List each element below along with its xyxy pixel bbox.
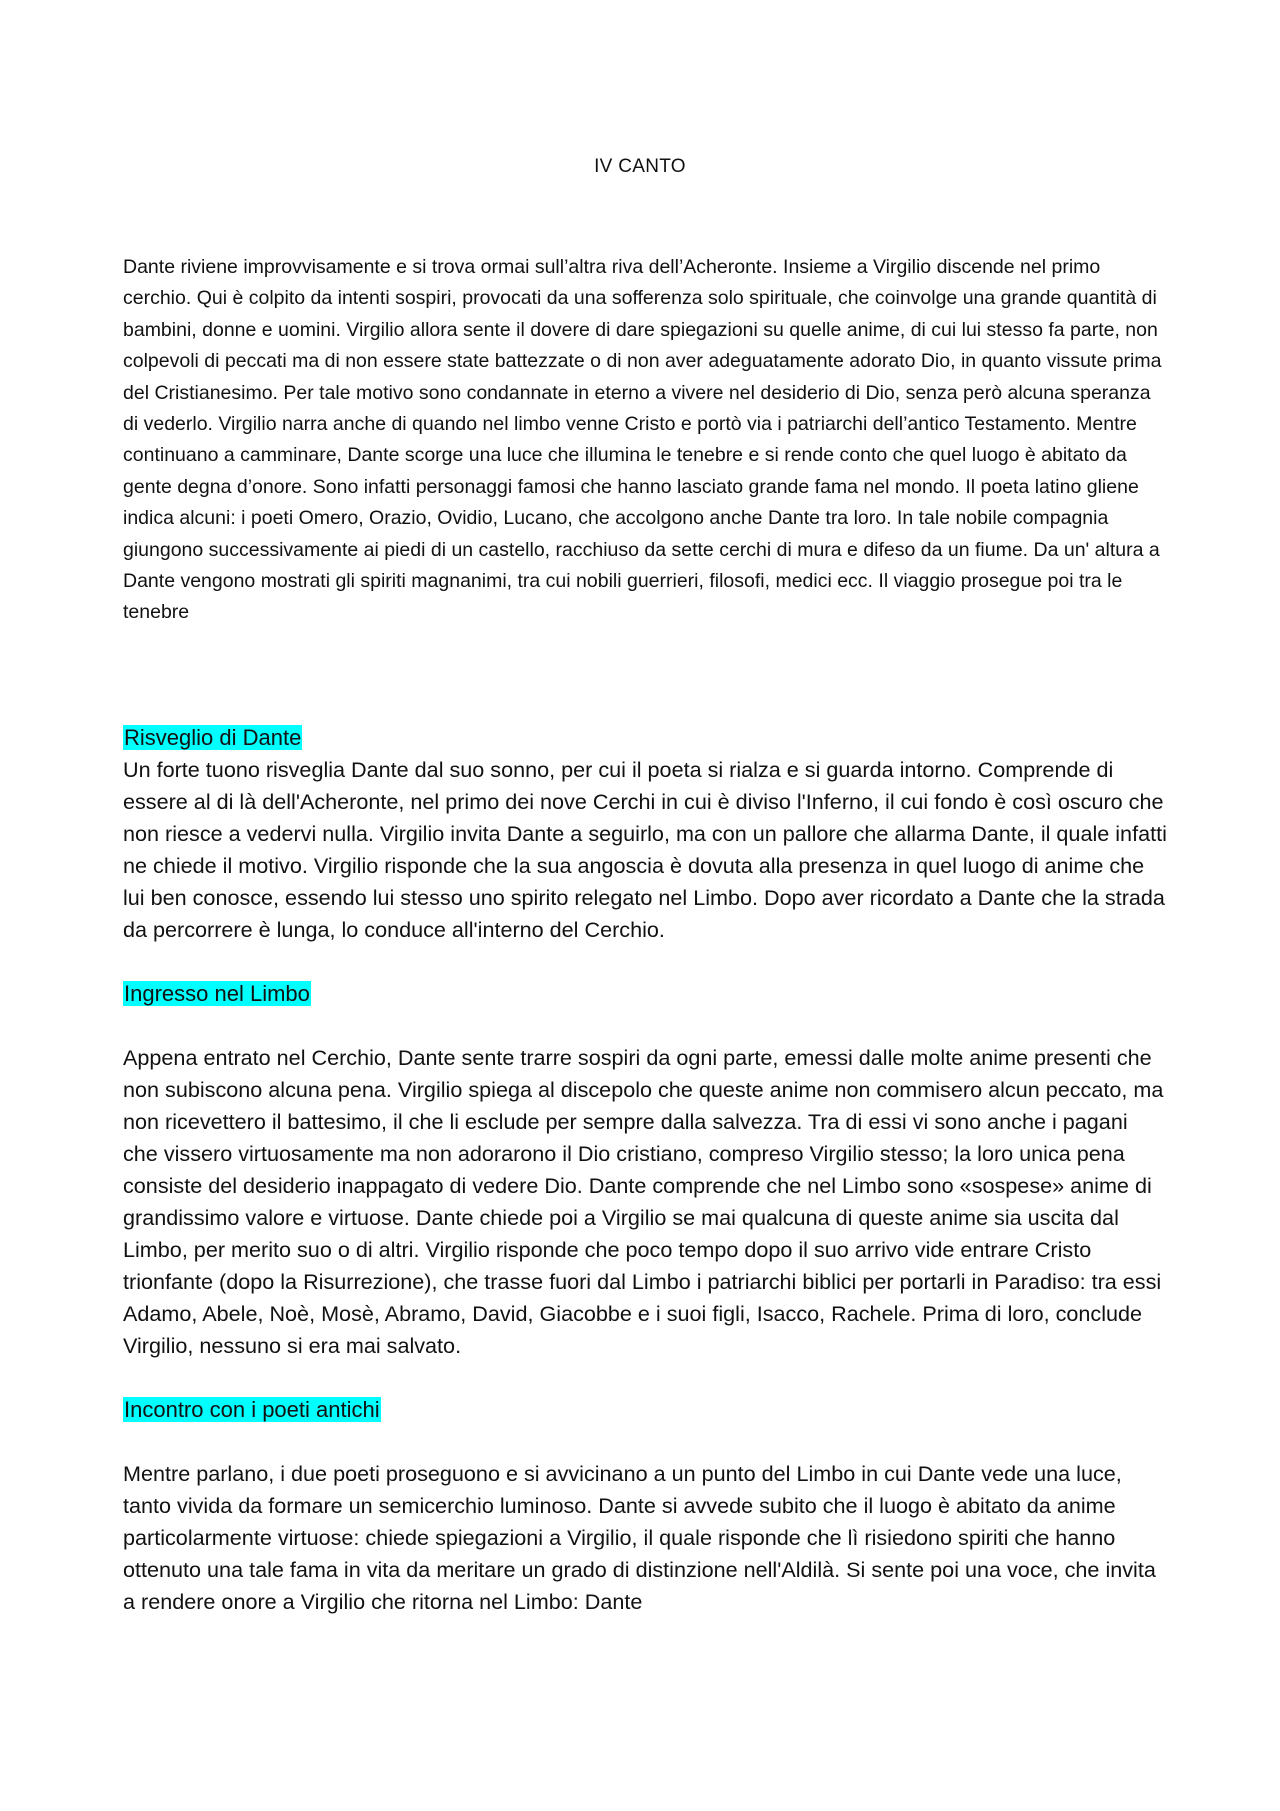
highlighted-heading-text: Ingresso nel Limbo	[124, 981, 310, 1006]
section-body: Appena entrato nel Cerchio, Dante sente trarre sospiri da ogni parte, emessi dalle molte anime presenti che non subiscono alcuna pena. Virgilio spiega al discepolo che queste anime non commisero alcun peccato, ma non ricevettero il battesimo, il che li esclude per sempre dalla salvezza. Tra di essi vi sono anche i pagani che vissero virtuosamente ma non adorarono il Dio cristiano, compreso Virgilio stesso; la loro unica pena consiste del desiderio inappagato di vedere Dio. Dante comprende che nel Limbo sono «sospese» anime di grandissimo valore e virtuose. Dante chiede poi a Virgilio se mai qualcuna di queste anime sia uscita dal Limbo, per merito suo o di altri. Virgilio risponde che poco tempo dopo il suo arrivo vide entrare Cristo trionfante (dopo la Risurrezione), che trasse fuori dal Limbo i patriarchi biblici per portarli in Paradiso: tra essi Adamo, Abele, Noè, Mosè, Abramo, David, Giacobbe e i suoi figli, Isacco, Rachele. Prima di loro, conclude Virgilio, nessuno si era mai salvato.	[123, 1045, 1164, 1358]
section-ingresso	[123, 978, 1168, 1362]
section-heading	[123, 978, 1168, 1010]
summary-paragraph: Dante riviene improvvisamente e si trova ormai sull’altra riva dell’Acheronte. Insieme a Virgilio discende nel primo cerchio. Qui è colpito da intenti sospiri, provocati da una sofferenza solo spirituale, che coinvolge una grande quantità di bambini, donne e uomini. Virgilio allora sente il dovere di dare spiegazioni su quelle anime, di cui lui stesso fa parte, non colpevoli di peccati ma di non essere state battezzate o di non aver adeguatamente adorato Dio, in quanto vissute prima del Cristianesimo. Per tale motivo sono condannate in eterno a vivere nel desiderio di Dio, senza però alcuna speranza di vederlo. Virgilio narra anche di quando nel limbo venne Cristo e portò via i patriarchi dell’antico Testamento. Mentre continuano a camminare, Dante scorge una luce che illumina le tenebre e si rende conto che quel luogo è abitato da gente degna d’onore. Sono infatti personaggi famosi che hanno lasciato grande fama nel mondo. Il poeta latino gliene indica alcuni: i poeti Omero, Orazio, Ovidio, Lucano, che accolgono anche Dante tra loro. In tale nobile compagnia giungono successivamente ai piedi di un castello, racchiuso da sette cerchi di mura e difeso da un fiume. Da un' altura a Dante vengono mostrati gli spiriti magnanimi, tra cui nobili guerrieri, filosofi, medici ecc. Il viaggio prosegue poi tra le tenebre	[123, 256, 1162, 624]
highlighted-heading-text: Risveglio di Dante	[124, 725, 302, 750]
spacer	[123, 1426, 1168, 1458]
highlighted-heading-text: Incontro con i poeti antichi	[124, 1397, 380, 1422]
spacer	[123, 946, 1168, 978]
spacer	[123, 1362, 1168, 1394]
spacer	[123, 1010, 1168, 1042]
section-heading	[123, 1394, 1168, 1426]
page-title: IV CANTO	[594, 156, 686, 177]
section-body: Mentre parlano, i due poeti proseguono e si avvicinano a un punto del Limbo in cui Dante vede una luce, tanto vivida da formare un semicerchio luminoso. Dante si avvede subito che il luogo è abitato da anime particolarmente virtuose: chiede spiegazioni a Virgilio, il quale risponde che lì risiedono spiriti che hanno ottenuto una tale fama in vita da meritare un grado di distinzione nell'Aldilà. Si sente poi una voce, che invita a rendere onore a Virgilio che ritorna nel Limbo: Dante	[123, 1461, 1156, 1614]
section-body: Un forte tuono risveglia Dante dal suo sonno, per cui il poeta si rialza e si guarda intorno. Comprende di essere al di là dell'Acheronte, nel primo dei nove Cerchi in cui è diviso l'Inferno, il cui fondo è così oscuro che non riesce a vedervi nulla. Virgilio invita Dante a seguirlo, ma con un pallore che allarma Dante, il quale infatti ne chiede il motivo. Virgilio risponde che la sua angoscia è dovuta alla presenza in quel luogo di anime che lui ben conosce, essendo lui stesso uno spirito relegato nel Limbo. Dopo aver ricordato a Dante che la strada da percorrere è lunga, lo conduce all'interno del Cerchio.	[123, 757, 1167, 942]
section-incontro	[123, 1394, 1168, 1618]
sections-container	[123, 722, 1168, 1618]
section-heading	[123, 722, 1168, 754]
section-risveglio	[123, 722, 1168, 946]
